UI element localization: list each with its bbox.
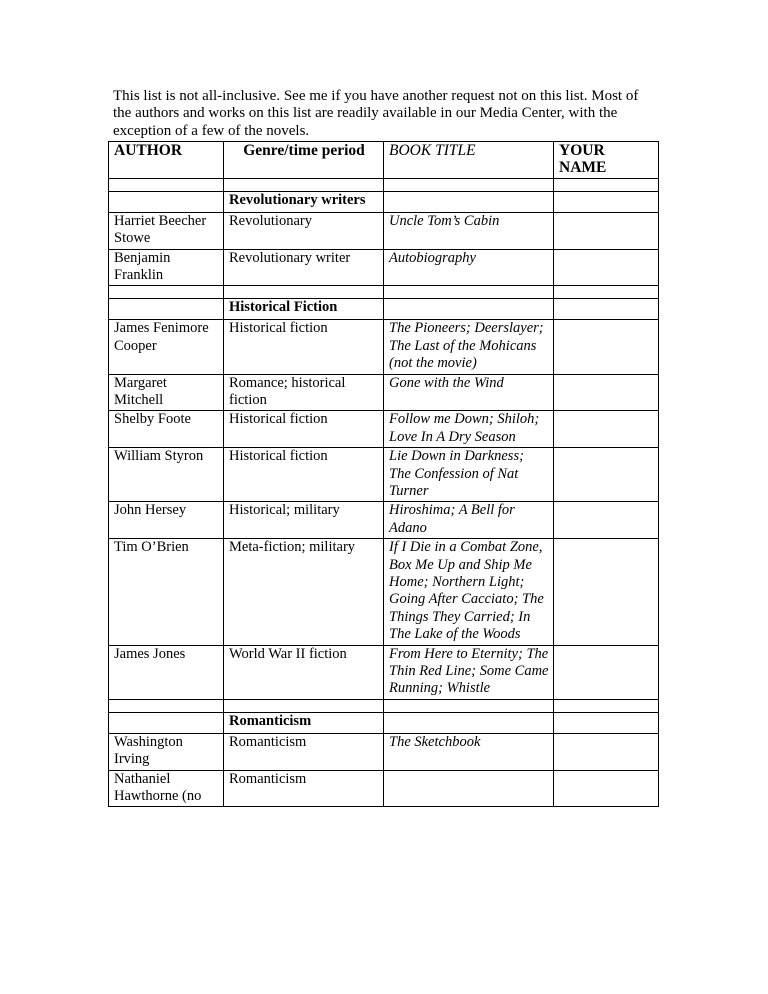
table-row [109, 770, 659, 807]
genre-cell: Meta-fiction; military [224, 539, 384, 645]
book-title-cell [384, 712, 554, 733]
table-row [109, 448, 659, 502]
genre-cell: Historical fiction [224, 448, 384, 502]
header-row [109, 141, 659, 178]
your-name-cell [554, 699, 659, 712]
author-cell [109, 712, 224, 733]
your-name-cell [554, 411, 659, 448]
genre-cell [224, 178, 384, 191]
intro-paragraph [108, 88, 660, 140]
table-row [109, 320, 659, 374]
your-name-cell [554, 178, 659, 191]
author-cell: James Jones [109, 645, 224, 699]
genre-cell: Revolutionary writers [224, 191, 384, 212]
table-row [109, 539, 659, 645]
genre-cell: Romanticism [224, 733, 384, 770]
book-title-column-header: BOOK TITLE [384, 141, 554, 178]
book-title-cell: Uncle Tom’s Cabin [384, 212, 554, 249]
table-row [109, 212, 659, 249]
book-title-cell [384, 178, 554, 191]
your-name-cell [554, 212, 659, 249]
table-row [109, 733, 659, 770]
section-header-row [109, 299, 659, 320]
your-name-cell [554, 374, 659, 411]
book-title-cell: From Here to Eternity; The Thin Red Line; Some Came Running; Whistle [384, 645, 554, 699]
author-cell [109, 699, 224, 712]
book-title-cell: Hiroshima; A Bell for Adano [384, 502, 554, 539]
book-title-cell: The Sketchbook [384, 733, 554, 770]
your-name-cell [554, 191, 659, 212]
table-row [109, 411, 659, 448]
genre-cell: Romance; historical fiction [224, 374, 384, 411]
author-cell: Benjamin Franklin [109, 249, 224, 286]
your-name-cell [554, 770, 659, 807]
intro-line: exception of a few of the novels. [113, 122, 310, 139]
book-title-cell: If I Die in a Combat Zone, Box Me Up and Ship Me Home; Northern Light; Going After Cacciato; The Things They Carried; In The Lake of the Woods [384, 539, 554, 645]
your-name-cell [554, 448, 659, 502]
author-cell: Harriet Beecher Stowe [109, 212, 224, 249]
author-cell: William Styron [109, 448, 224, 502]
genre-cell: Historical; military [224, 502, 384, 539]
book-title-cell [384, 191, 554, 212]
book-title-cell: Lie Down in Darkness; The Confession of Nat Turner [384, 448, 554, 502]
your-name-cell [554, 299, 659, 320]
book-title-cell: Follow me Down; Shiloh; Love In A Dry Season [384, 411, 554, 448]
book-title-cell [384, 286, 554, 299]
author-cell: Shelby Foote [109, 411, 224, 448]
intro-line: the authors and works on this list are readily available in our Media Center, with the [113, 105, 618, 122]
genre-cell: Romanticism [224, 712, 384, 733]
reading-list-table [108, 141, 659, 808]
genre-column-header: Genre/time period [224, 141, 384, 178]
genre-cell: World War II fiction [224, 645, 384, 699]
your-name-cell [554, 539, 659, 645]
book-title-cell [384, 699, 554, 712]
book-title-cell: Gone with the Wind [384, 374, 554, 411]
table-row [109, 249, 659, 286]
author-column-header: AUTHOR [109, 141, 224, 178]
your-name-cell [554, 645, 659, 699]
genre-cell: Historical Fiction [224, 299, 384, 320]
table-row [109, 374, 659, 411]
genre-cell: Romanticism [224, 770, 384, 807]
genre-cell: Historical fiction [224, 411, 384, 448]
author-cell: John Hersey [109, 502, 224, 539]
your-name-cell [554, 286, 659, 299]
empty-row [109, 699, 659, 712]
author-cell: Nathaniel Hawthorne (no [109, 770, 224, 807]
your-name-cell [554, 249, 659, 286]
your-name-cell [554, 502, 659, 539]
author-cell: James Fenimore Cooper [109, 320, 224, 374]
author-cell: Washington Irving [109, 733, 224, 770]
author-cell [109, 286, 224, 299]
genre-cell: Historical fiction [224, 320, 384, 374]
table-row [109, 502, 659, 539]
your-name-cell [554, 712, 659, 733]
author-cell [109, 178, 224, 191]
author-cell [109, 299, 224, 320]
genre-cell [224, 286, 384, 299]
author-cell: Margaret Mitchell [109, 374, 224, 411]
book-title-cell: Autobiography [384, 249, 554, 286]
author-cell [109, 191, 224, 212]
your-name-column-header: YOUR NAME [554, 141, 659, 178]
your-name-cell [554, 733, 659, 770]
document-page [108, 88, 660, 807]
section-header-row [109, 712, 659, 733]
author-cell: Tim O’Brien [109, 539, 224, 645]
empty-row [109, 286, 659, 299]
genre-cell: Revolutionary writer [224, 249, 384, 286]
genre-cell [224, 699, 384, 712]
book-title-cell [384, 299, 554, 320]
book-title-cell: The Pioneers; Deerslayer; The Last of the Mohicans (not the movie) [384, 320, 554, 374]
book-title-cell [384, 770, 554, 807]
section-header-row [109, 191, 659, 212]
empty-row [109, 178, 659, 191]
genre-cell: Revolutionary [224, 212, 384, 249]
your-name-cell [554, 320, 659, 374]
table-row [109, 645, 659, 699]
intro-line: This list is not all-inclusive. See me if you have another request not on this list. Most of [113, 88, 639, 104]
